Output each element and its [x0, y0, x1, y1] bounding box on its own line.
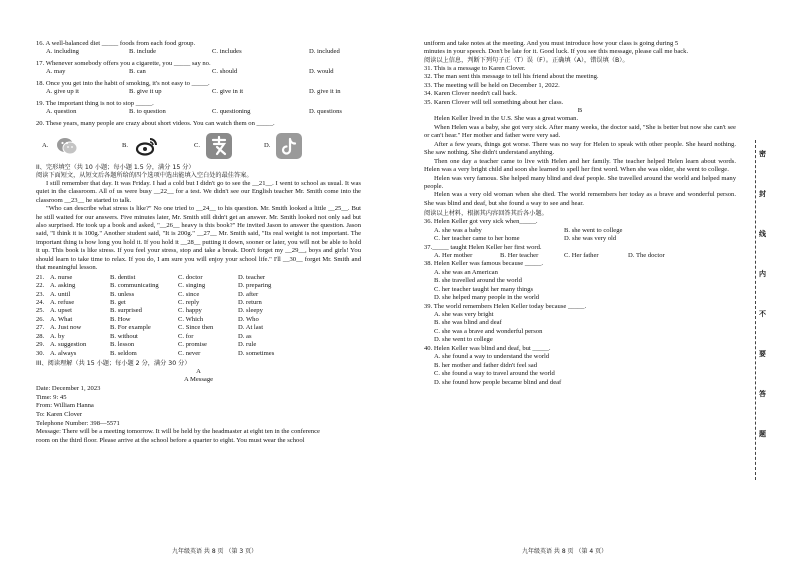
- seal-char: 密: [759, 150, 766, 158]
- option: A. asking: [50, 282, 76, 290]
- option: A. give up it: [46, 88, 79, 96]
- memo-from: From: William Hanna: [36, 402, 94, 410]
- passage-paragraph: Helen was a very old woman when she died. The world remembers her today as a brave and wonderful person. She was blind and deaf, but she found a way to see and hear.: [424, 191, 736, 207]
- question-38: [424, 260, 736, 302]
- option: D. included: [309, 48, 340, 56]
- section-title: II、完形填空（共 10 小题；每小题 1.5 分，满分 15 分）: [36, 163, 195, 171]
- option: B. communicating: [110, 282, 159, 290]
- cloze-section: [36, 164, 361, 358]
- option: D. after: [238, 290, 259, 298]
- option: D. she helped many people in the world: [434, 294, 540, 302]
- question-number: 26.: [36, 315, 45, 323]
- option: B. to question: [129, 108, 166, 116]
- option: D. At last: [238, 324, 264, 332]
- question-20: [36, 120, 361, 161]
- option: C. she was a brave and wonderful person: [434, 327, 543, 335]
- option: B. For example: [110, 324, 151, 332]
- question-number: 30.: [36, 349, 45, 357]
- option: B. give it up: [129, 88, 162, 96]
- option: A. refuse: [50, 298, 75, 306]
- option: B. she travelled around the world: [434, 277, 522, 285]
- option: C. Which: [178, 315, 204, 323]
- memo-message: Message: There will be a meeting tomorrow. It will be held by the headmaster at eight ten in the conference: [36, 428, 320, 436]
- passage-paragraph: Helen Keller lived in the U.S. She was a great woman.: [434, 115, 579, 123]
- option: D. teacher: [238, 273, 266, 281]
- question-number: 21.: [36, 273, 45, 281]
- question-17: [36, 60, 361, 77]
- option: C. doctor: [178, 273, 203, 281]
- option-letter: D.: [264, 141, 271, 149]
- option: B. she went to college: [564, 226, 623, 234]
- seal-char: 要: [759, 350, 766, 358]
- option: A. may: [46, 68, 66, 76]
- option: C. promise: [178, 341, 207, 349]
- option: B. seldom: [110, 349, 137, 357]
- option: C. singing: [178, 282, 206, 290]
- cloze-option-row: [36, 274, 298, 282]
- question-stem: 38. Helen Keller was famous because _____.: [424, 260, 544, 268]
- option: A. Just now: [50, 324, 82, 332]
- passage-paragraph: Then one day a teacher came to live with Helen and her family. The teacher helped Helen learn about words. Helen was a very bright child and soon she learned to spell her first word. When she was older, she went to college.: [424, 157, 736, 174]
- question-39: [424, 303, 736, 345]
- question-37: [424, 244, 736, 261]
- option: A. until: [50, 290, 71, 298]
- passage-letter: A: [196, 367, 201, 375]
- memo-continuation: minutes in your speech. Don't be late for it. Good luck. If you see this message, please call me back.: [424, 48, 689, 56]
- question-stem: 18. Once you get into the habit of smoking, it's not easy to _____.: [36, 79, 210, 87]
- option: A. upset: [50, 307, 72, 315]
- section-intro: 阅读下面短文，从短文后各题所给的四个选项中选出能填入空白处的最佳答案。: [36, 171, 253, 179]
- option: B. unless: [110, 290, 135, 298]
- option: B. can: [129, 68, 146, 76]
- option: D. rule: [238, 341, 257, 349]
- seal-char: 不: [759, 310, 766, 318]
- message-memo: [36, 385, 361, 446]
- option: A. she found a way to understand the world: [434, 353, 550, 361]
- cloze-option-row: [36, 350, 298, 358]
- option: B. get: [110, 298, 126, 306]
- statement: 34. Karen Clover needn't call back.: [424, 90, 517, 98]
- tiktok-icon: [276, 133, 302, 159]
- option: B. without: [110, 332, 138, 340]
- weibo-icon: [134, 133, 160, 159]
- option: B. surprised: [110, 307, 142, 315]
- memo-time: Time: 9: 45: [36, 393, 67, 401]
- option: C. never: [178, 349, 201, 357]
- option: D. Who: [238, 315, 259, 323]
- question-stem: 37._____ taught Helen Keller her first word.: [424, 243, 542, 251]
- question-36: [424, 218, 736, 243]
- question-stem: 39. The world remembers Helen Keller today because _____.: [424, 302, 587, 310]
- option: C. since: [178, 290, 200, 298]
- option: C. Her father: [564, 251, 599, 259]
- passage-title: A Message: [183, 376, 214, 384]
- option: C. give in it: [212, 88, 244, 96]
- passage-paragraph: After a few years, things got worse. There was no way for Helen to speak with other people. She heard nothing. She saw nothing. She didn't understand anything.: [424, 140, 736, 157]
- passage-paragraph: Helen was very famous. She helped many blind and deaf people. She travelled around the world and helped many people.: [424, 174, 736, 190]
- seal-char: 内: [759, 270, 766, 278]
- seal-char: 答: [759, 390, 766, 398]
- right-page: [397, 0, 737, 562]
- question-number: 25.: [36, 307, 45, 315]
- option: B. she was blind and deaf: [434, 319, 502, 327]
- question-number: 22.: [36, 282, 45, 290]
- seal-char: 题: [759, 430, 766, 438]
- section-title: III、阅读理解（共 15 小题；每小题 2 分，满分 30 分）: [36, 360, 191, 367]
- option: A. she was a baby: [434, 226, 482, 234]
- question-number: 29.: [36, 341, 45, 349]
- option: A. by: [50, 332, 65, 340]
- passage-letter: B: [577, 107, 583, 114]
- option: B. lesson: [110, 341, 135, 349]
- cloze-option-row: [36, 316, 298, 324]
- option: D. sometimes: [238, 349, 275, 357]
- cloze-option-row: [36, 299, 298, 307]
- youxiang-icon: [206, 133, 232, 159]
- option: D. return: [238, 298, 262, 306]
- statement: 35. Karen Clover will tell something about her class.: [424, 98, 564, 106]
- right-column: [424, 40, 736, 387]
- option: D. preparing: [238, 282, 272, 290]
- option-letter: C.: [194, 141, 201, 149]
- cloze-options-table: [36, 274, 298, 358]
- cloze-option-row: [36, 333, 298, 341]
- option: D. give it in: [309, 88, 341, 96]
- option: C. Since then: [178, 324, 214, 332]
- option: A. Her mother: [434, 251, 473, 259]
- cloze-paragraph: "Who can describe what stress is like?" No one tried to __24__ to his question. Mr. Smith looked a little __25__. But he still waited for our answers. Five minutes later, Mr. Smith still didn't get an answer. Mr. Smith looked not only sad but also surprised. He took up a book and asked, "__26__ heavy is this book?" He invited Jason to answer the question. Jason said, "I think it is 100g." Another student said, "It is 200g." __27__ Mr. Smith said, "Its real weight is not important. The important thing is how long you hold it. If you hold it __28__ putting it down, sooner or later, you will not be able to hold it up. This book is like stress. If you feel your stress, stop and take a break. Don't forget my __29__, boys and girls! You should learn to take time to relax. If you do, I am sure you will enjoy your school life." I'll __30__ forget Mr. Smith and that meaningful lesson.: [36, 205, 361, 272]
- mc-instructions: 阅读以上材料，根据其内容回答其后各小题。: [424, 210, 548, 218]
- question-stem: 40. Helen Keller was blind and deaf, but _____.: [424, 344, 551, 352]
- passage-b: [424, 115, 736, 208]
- option: D. she was very old: [564, 235, 617, 243]
- cloze-option-row: [36, 307, 298, 315]
- seal-line-sidebar: [737, 0, 794, 562]
- option: A. she was very bright: [434, 311, 494, 318]
- option-letter: A.: [42, 141, 49, 149]
- tf-statements: [424, 65, 736, 107]
- memo-phone: Telephone Number: 398—5571: [36, 419, 120, 427]
- question-stem: 16. A well-balanced diet _____ foods from each food group.: [36, 40, 196, 47]
- option: C. reply: [178, 298, 200, 306]
- memo-date: Date: December 1, 2023: [36, 384, 101, 392]
- option: C. happy: [178, 307, 202, 315]
- option: D. she went to college: [434, 336, 493, 344]
- left-column: [36, 40, 361, 446]
- cloze-option-row: [36, 291, 298, 299]
- question-40: [424, 345, 736, 387]
- option: C. for: [178, 332, 194, 340]
- wechat-icon: [54, 133, 80, 159]
- option: D. she found how people became blind and deaf: [434, 378, 562, 386]
- option: A. question: [46, 108, 77, 116]
- question-18: [36, 80, 361, 97]
- cloze-paragraph: I still remember that day. It was Friday. I had a cold but I didn't go to see the __21__. I went to school as usual. It was quiet in the classroom. All of us were busy __22__ for a test. We didn't see our English teacher Mr. Smith come into the classroom __23__ he started to talk.: [36, 179, 361, 204]
- option: C. her teacher taught her many things: [434, 285, 534, 293]
- question-number: 28.: [36, 332, 45, 340]
- option: B. dentist: [110, 273, 136, 281]
- statement: 32. The man sent this message to tell his friend about the meeting.: [424, 73, 599, 81]
- option: D. would: [309, 68, 334, 76]
- memo-message: room on the third floor. Please arrive at the school before a quarter to eight. You must wear the school: [36, 437, 305, 445]
- tf-instructions: 阅读以上信息，判断下列句子正（T）误（F）。正确填（A），错误填（B）。: [424, 56, 629, 64]
- seal-char: 线: [759, 230, 766, 238]
- option: B. How: [110, 315, 131, 323]
- option: C. she found a way to travel around the world: [434, 370, 555, 378]
- option: B. her mother and father didn't feel sad: [434, 361, 537, 369]
- cloze-option-row: [36, 282, 298, 290]
- cloze-option-row: [36, 324, 298, 332]
- reading-section: [36, 360, 361, 446]
- question-stem: 36. Helen Keller got very sick when_____.: [424, 218, 538, 226]
- option: D. sleepy: [238, 307, 263, 315]
- option: B. Her teacher: [500, 251, 539, 259]
- option: A. nurse: [50, 273, 73, 281]
- question-19: [36, 100, 361, 117]
- option: C. includes: [212, 48, 242, 56]
- seal-line: [755, 140, 756, 480]
- option: D. questions: [309, 108, 342, 116]
- memo-continuation: uniform and take notes at the meeting. And you must introduce how your class is going during 5: [424, 40, 679, 47]
- option: D. The doctor: [628, 251, 665, 259]
- option: A. always: [50, 349, 77, 357]
- seal-char: 封: [759, 190, 766, 198]
- question-number: 23.: [36, 290, 45, 298]
- passage-paragraph: When Helen was a baby, she got very sick. After many weeks, the doctor said, "She is better but now she can't see or can't hear." Her mother and father were very sad.: [424, 123, 736, 140]
- option: A. including: [46, 48, 79, 56]
- question-number: 27.: [36, 324, 45, 332]
- question-stem: 19. The important thing is not to stop _____.: [36, 99, 154, 107]
- option: A. suggestion: [50, 341, 87, 349]
- option: C. questioning: [212, 108, 251, 116]
- memo-to: To: Karen Clover: [36, 410, 83, 418]
- option: B. include: [129, 48, 157, 56]
- page-footer: 九年级英语 共 8 页 （第 4 页）: [522, 548, 608, 555]
- statement: 31. This is a message to Karen Clover.: [424, 64, 526, 72]
- option-letter: B.: [122, 141, 129, 149]
- option: C. should: [212, 68, 238, 76]
- statement: 33. The meeting will be held on December 1, 2022.: [424, 81, 560, 89]
- question-stem: 17. Whenever somebody offers you a cigarette, you _____ say no.: [36, 59, 211, 67]
- option: C. her teacher came to her home: [434, 235, 520, 243]
- option: A. she was an American: [434, 268, 498, 276]
- option: D. as: [238, 332, 252, 340]
- question-number: 24.: [36, 298, 45, 306]
- question-stem: 20. These years, many people are crazy about short videos. You can watch them on _____.: [36, 119, 275, 127]
- question-16: [36, 40, 361, 57]
- cloze-option-row: [36, 341, 298, 349]
- option: A. What: [50, 315, 73, 323]
- page-footer: 九年级英语 共 8 页 （第 3 页）: [172, 548, 258, 555]
